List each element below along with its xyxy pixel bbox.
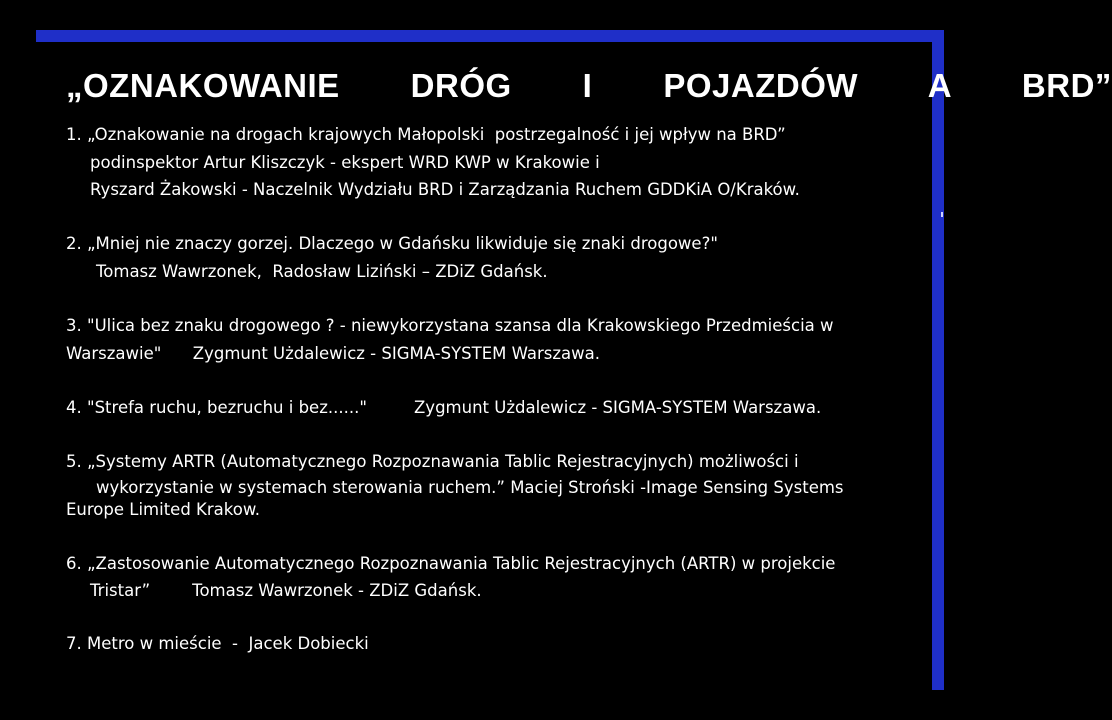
item-4-title: 4. "Strefa ruchu, bezruchu i bez......" — [66, 398, 367, 417]
item-7-line-1: 7. Metro w mieście - Jacek Dobiecki — [66, 634, 369, 653]
item-1-line-1: 1. „Oznakowanie na drogach krajowych Małopolski postrzegalność i jej wpływ na BRD” — [66, 125, 786, 144]
top-blue-rule — [36, 30, 944, 42]
side-marker — [941, 212, 943, 217]
item-1-line-3: Ryszard Żakowski - Naczelnik Wydziału BRD i Zarządzania Ruchem GDDKiA O/Kraków. — [90, 180, 800, 199]
item-2-line-1: 2. „Mniej nie znaczy gorzej. Dlaczego w Gdańsku likwiduje się znaki drogowe?" — [66, 234, 718, 253]
item-2-line-2: Tomasz Wawrzonek, Radosław Liziński – ZDiZ Gdańsk. — [96, 262, 548, 281]
item-1-line-2: podinspektor Artur Kliszczyk - ekspert WRD KWP w Krakowie i — [90, 153, 600, 172]
item-6-line-2: Tristar” Tomasz Wawrzonek - ZDiZ Gdańsk. — [90, 581, 482, 600]
item-5-line-3: Europe Limited Krakow. — [66, 500, 261, 519]
item-6-line-1: 6. „Zastosowanie Automatycznego Rozpoznawania Tablic Rejestracyjnych (ARTR) w projekcie — [66, 554, 836, 573]
right-blue-rule — [932, 30, 944, 690]
slide-title: „OZNAKOWANIE DRÓG I POJAZDÓW A BRD” — [66, 67, 1112, 104]
item-5-line-2: wykorzystanie w systemach sterowania ruchem.” Maciej Stroński -Image Sensing Systems — [96, 478, 844, 497]
item-4-author: Zygmunt Użdalewicz - SIGMA-SYSTEM Warszawa. — [414, 398, 822, 417]
item-3-line-2: Warszawie" Zygmunt Użdalewicz - SIGMA-SYSTEM Warszawa. — [66, 344, 600, 363]
item-5-line-1: 5. „Systemy ARTR (Automatycznego Rozpoznawania Tablic Rejestracyjnych) możliwości i — [66, 452, 799, 471]
item-3-line-1: 3. "Ulica bez znaku drogowego ? - niewykorzystana szansa dla Krakowskiego Przedmieścia w — [66, 316, 834, 335]
